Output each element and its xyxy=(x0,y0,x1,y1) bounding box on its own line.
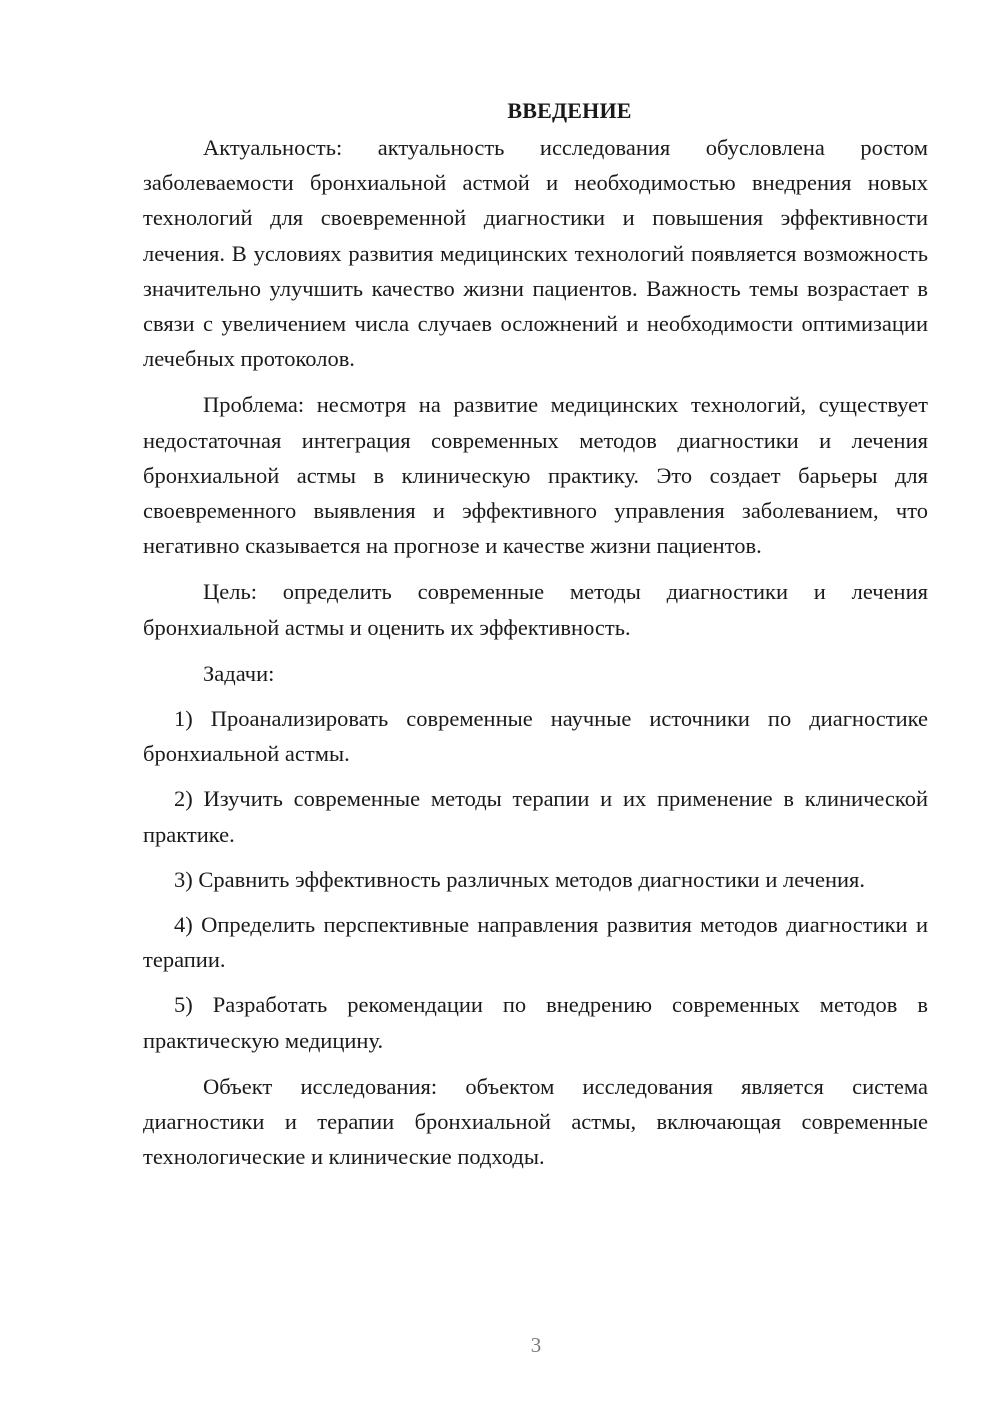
task-item-4: 4) Определить перспективные направления развития методов диагностики и терапии. xyxy=(143,912,928,973)
tasks-heading: Задачи: xyxy=(203,660,275,686)
task-item-1: 1) Проанализировать современные научные источники по диагностике бронхиальной астмы. xyxy=(143,706,928,767)
paragraph-goal: Цель: определить современные методы диагностики и лечения бронхиальной астмы и оценить их эффективность. xyxy=(143,579,928,640)
task-item-5: 5) Разработать рекомендации по внедрению современных методов в практическую медицину. xyxy=(143,992,928,1053)
page-content xyxy=(143,96,928,1174)
paragraph-object: Объект исследования: объектом исследования является система диагностики и терапии бронхиальной астмы, включающая современные технологические и клинические подходы. xyxy=(143,1073,928,1170)
task-item-2: 2) Изучить современные методы терапии и их применение в клинической практике. xyxy=(143,786,928,847)
paragraph-problem: Проблема: несмотря на развитие медицинских технологий, существует недостаточная интеграция современных методов диагностики и лечения бронхиальной астмы в клиническую практику. Это создает барьеры для своевременного выявления и эффективного управления заболеванием, что негативно сказывается на прогнозе и качестве жизни пациентов. xyxy=(143,392,928,559)
paragraph-relevance: Актуальность: актуальность исследования обусловлена ростом заболеваемости бронхиальной астмой и необходимостью внедрения новых технологий для своевременной диагностики и повышения эффективности лечения. В условиях развития медицинских технологий появляется возможность значительно улучшить качество жизни пациентов. Важность темы возрастает в связи с увеличением числа случаев осложнений и необходимости оптимизации лечебных протоколов. xyxy=(143,135,928,372)
page-number: 3 xyxy=(530,1333,542,1357)
task-item-3: 3) Сравнить эффективность различных методов диагностики и лечения. xyxy=(174,866,866,892)
section-title: ВВЕДЕНИЕ xyxy=(507,98,632,123)
